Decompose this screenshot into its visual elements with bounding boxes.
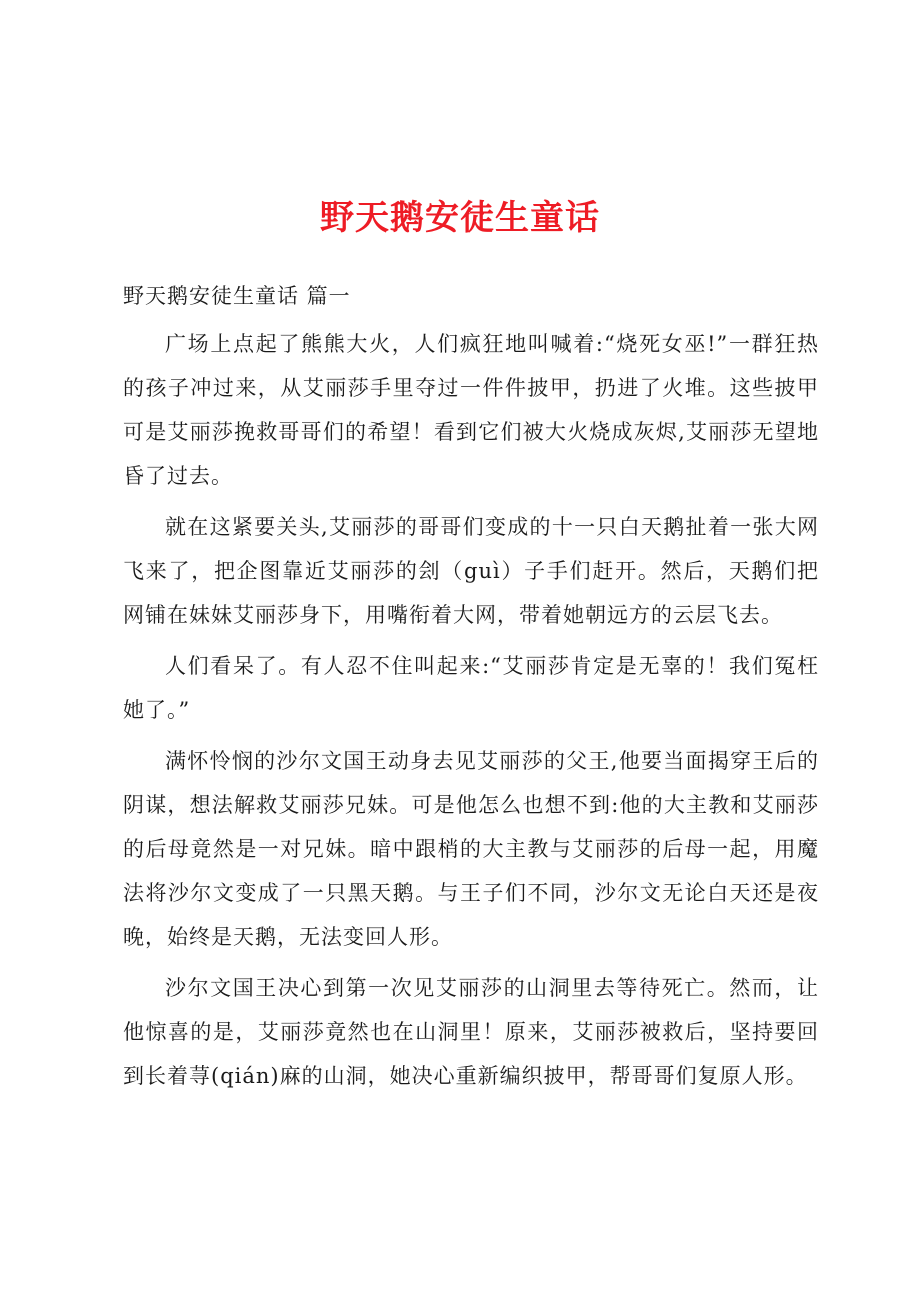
- paragraph-5: 沙尔文国王决心到第一次见艾丽莎的山洞里去等待死亡。然而，让他惊喜的是，艾丽莎竟然也在山洞里！原来，艾丽莎被救后，坚持要回到长着荨(qián)麻的山洞，她决心重新编织披甲，帮哥哥们复原人形。: [123, 976, 819, 1088]
- paragraph-2: 就在这紧要关头,艾丽莎的哥哥们变成的十一只白天鹅扯着一张大网飞来了，把企图靠近艾丽莎的刽（guì）子手们赶开。然后，天鹅们把网铺在妹妹艾丽莎身下，用嘴衔着大网，带着她朝远方的云层飞去。: [123, 515, 819, 627]
- document-title: 野天鹅安徒生童话: [320, 198, 600, 238]
- paragraph-3: 人们看呆了。有人忍不住叫起来:“艾丽莎肯定是无辜的！我们冤枉她了。”: [123, 654, 819, 722]
- section-heading: 野天鹅安徒生童话 篇一: [123, 284, 351, 308]
- paragraph-1: 广场上点起了熊熊大火，人们疯狂地叫喊着:“烧死女巫!”一群狂热的孩子冲过来，从艾丽莎手里夺过一件件披甲，扔进了火堆。这些披甲可是艾丽莎挽救哥哥们的希望！看到它们被大火烧成灰烬,艾丽莎无望地昏了过去。: [123, 332, 819, 488]
- document-body: [123, 278, 819, 1105]
- paragraph-4: 满怀怜悯的沙尔文国王动身去见艾丽莎的父王,他要当面揭穿王后的阴谋，想法解救艾丽莎兄妹。可是他怎么也想不到:他的大主教和艾丽莎的后母竟然是一对兄妹。暗中跟梢的大主教与艾丽莎的后母一起，用魔法将沙尔文变成了一只黑天鹅。与王子们不同，沙尔文无论白天还是夜晚，始终是天鹅，无法变回人形。: [123, 749, 819, 949]
